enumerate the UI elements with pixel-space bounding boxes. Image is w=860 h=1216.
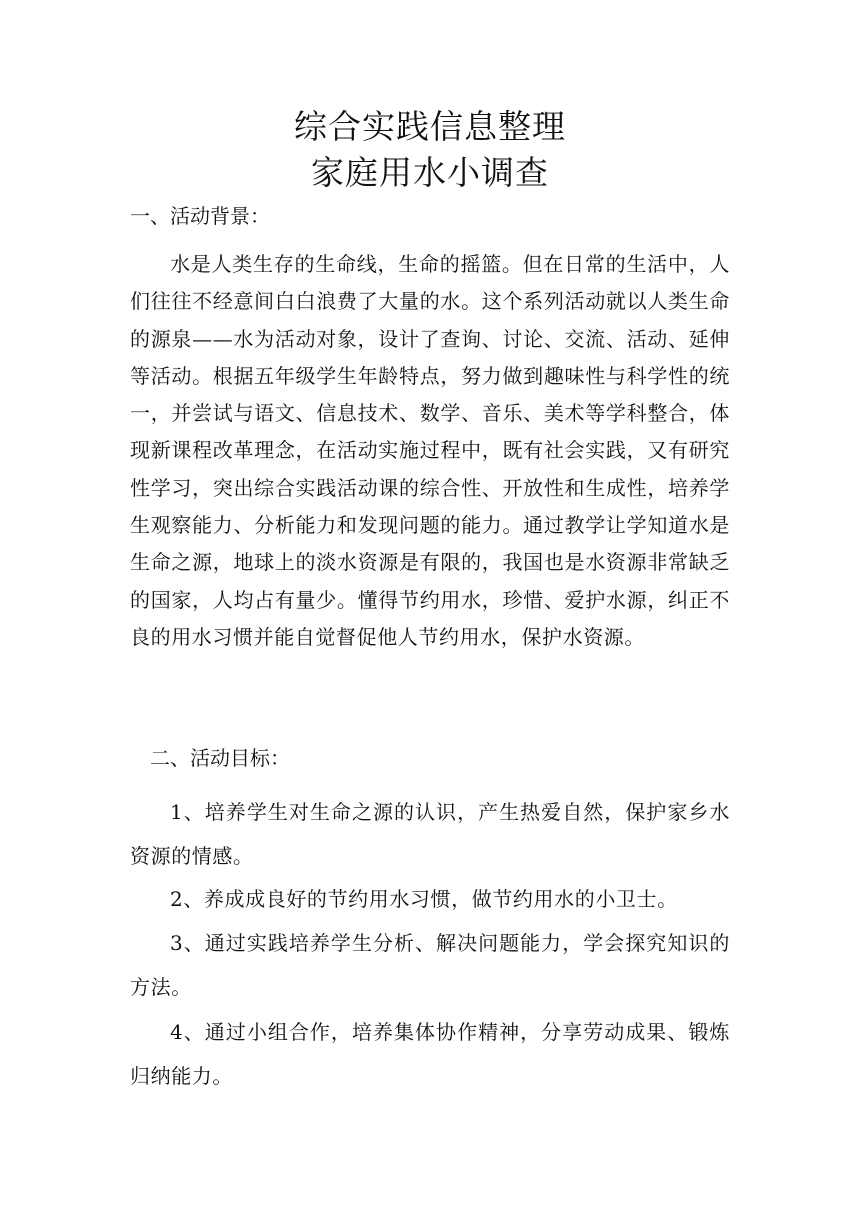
goal-item: 1、培养学生对生命之源的认识，产生热爱自然，保护家乡水资源的情感。 [130,800,730,868]
section-heading-goals: 二、活动目标： [150,746,290,770]
goal-item: 4、通过小组合作，培养集体协作精神，分享劳动成果、锻炼归纳能力。 [130,1020,730,1088]
document-subtitle: 家庭用水小调查 [311,153,549,192]
document-title: 综合实践信息整理 [294,107,566,146]
background-section [130,246,730,656]
goal-item: 3、通过实践培养学生分析、解决问题能力，学会探究知识的方法。 [130,931,730,999]
section-heading-background: 一、活动背景： [130,204,270,228]
background-paragraph: 水是人类生存的生命线，生命的摇篮。但在日常的生活中，人们往往不经意间白白浪费了大量的水。这个系列活动就以人类生命的源泉——水为活动对象，设计了查询、讨论、交流、活动、延伸等活动。根据五年级学生年龄特点，努力做到趣味性与科学性的统一，并尝试与语文、信息技术、数学、音乐、美术等学科整合，体现新课程改革理念，在活动实施过程中，既有社会实践，又有研究性学习，突出综合实践活动课的综合性、开放性和生成性，培养学生观察能力、分析能力和发现问题的能力。通过教学让学知道水是生命之源，地球上的淡水资源是有限的，我国也是水资源非常缺乏的国家，人均占有量少。懂得节约用水，珍惜、爱护水源，纠正不良的用水习惯并能自觉督促他人节约用水，保护水资源。 [130,252,730,649]
goal-item: 2、养成成良好的节约用水习惯，做节约用水的小卫士。 [170,887,678,911]
